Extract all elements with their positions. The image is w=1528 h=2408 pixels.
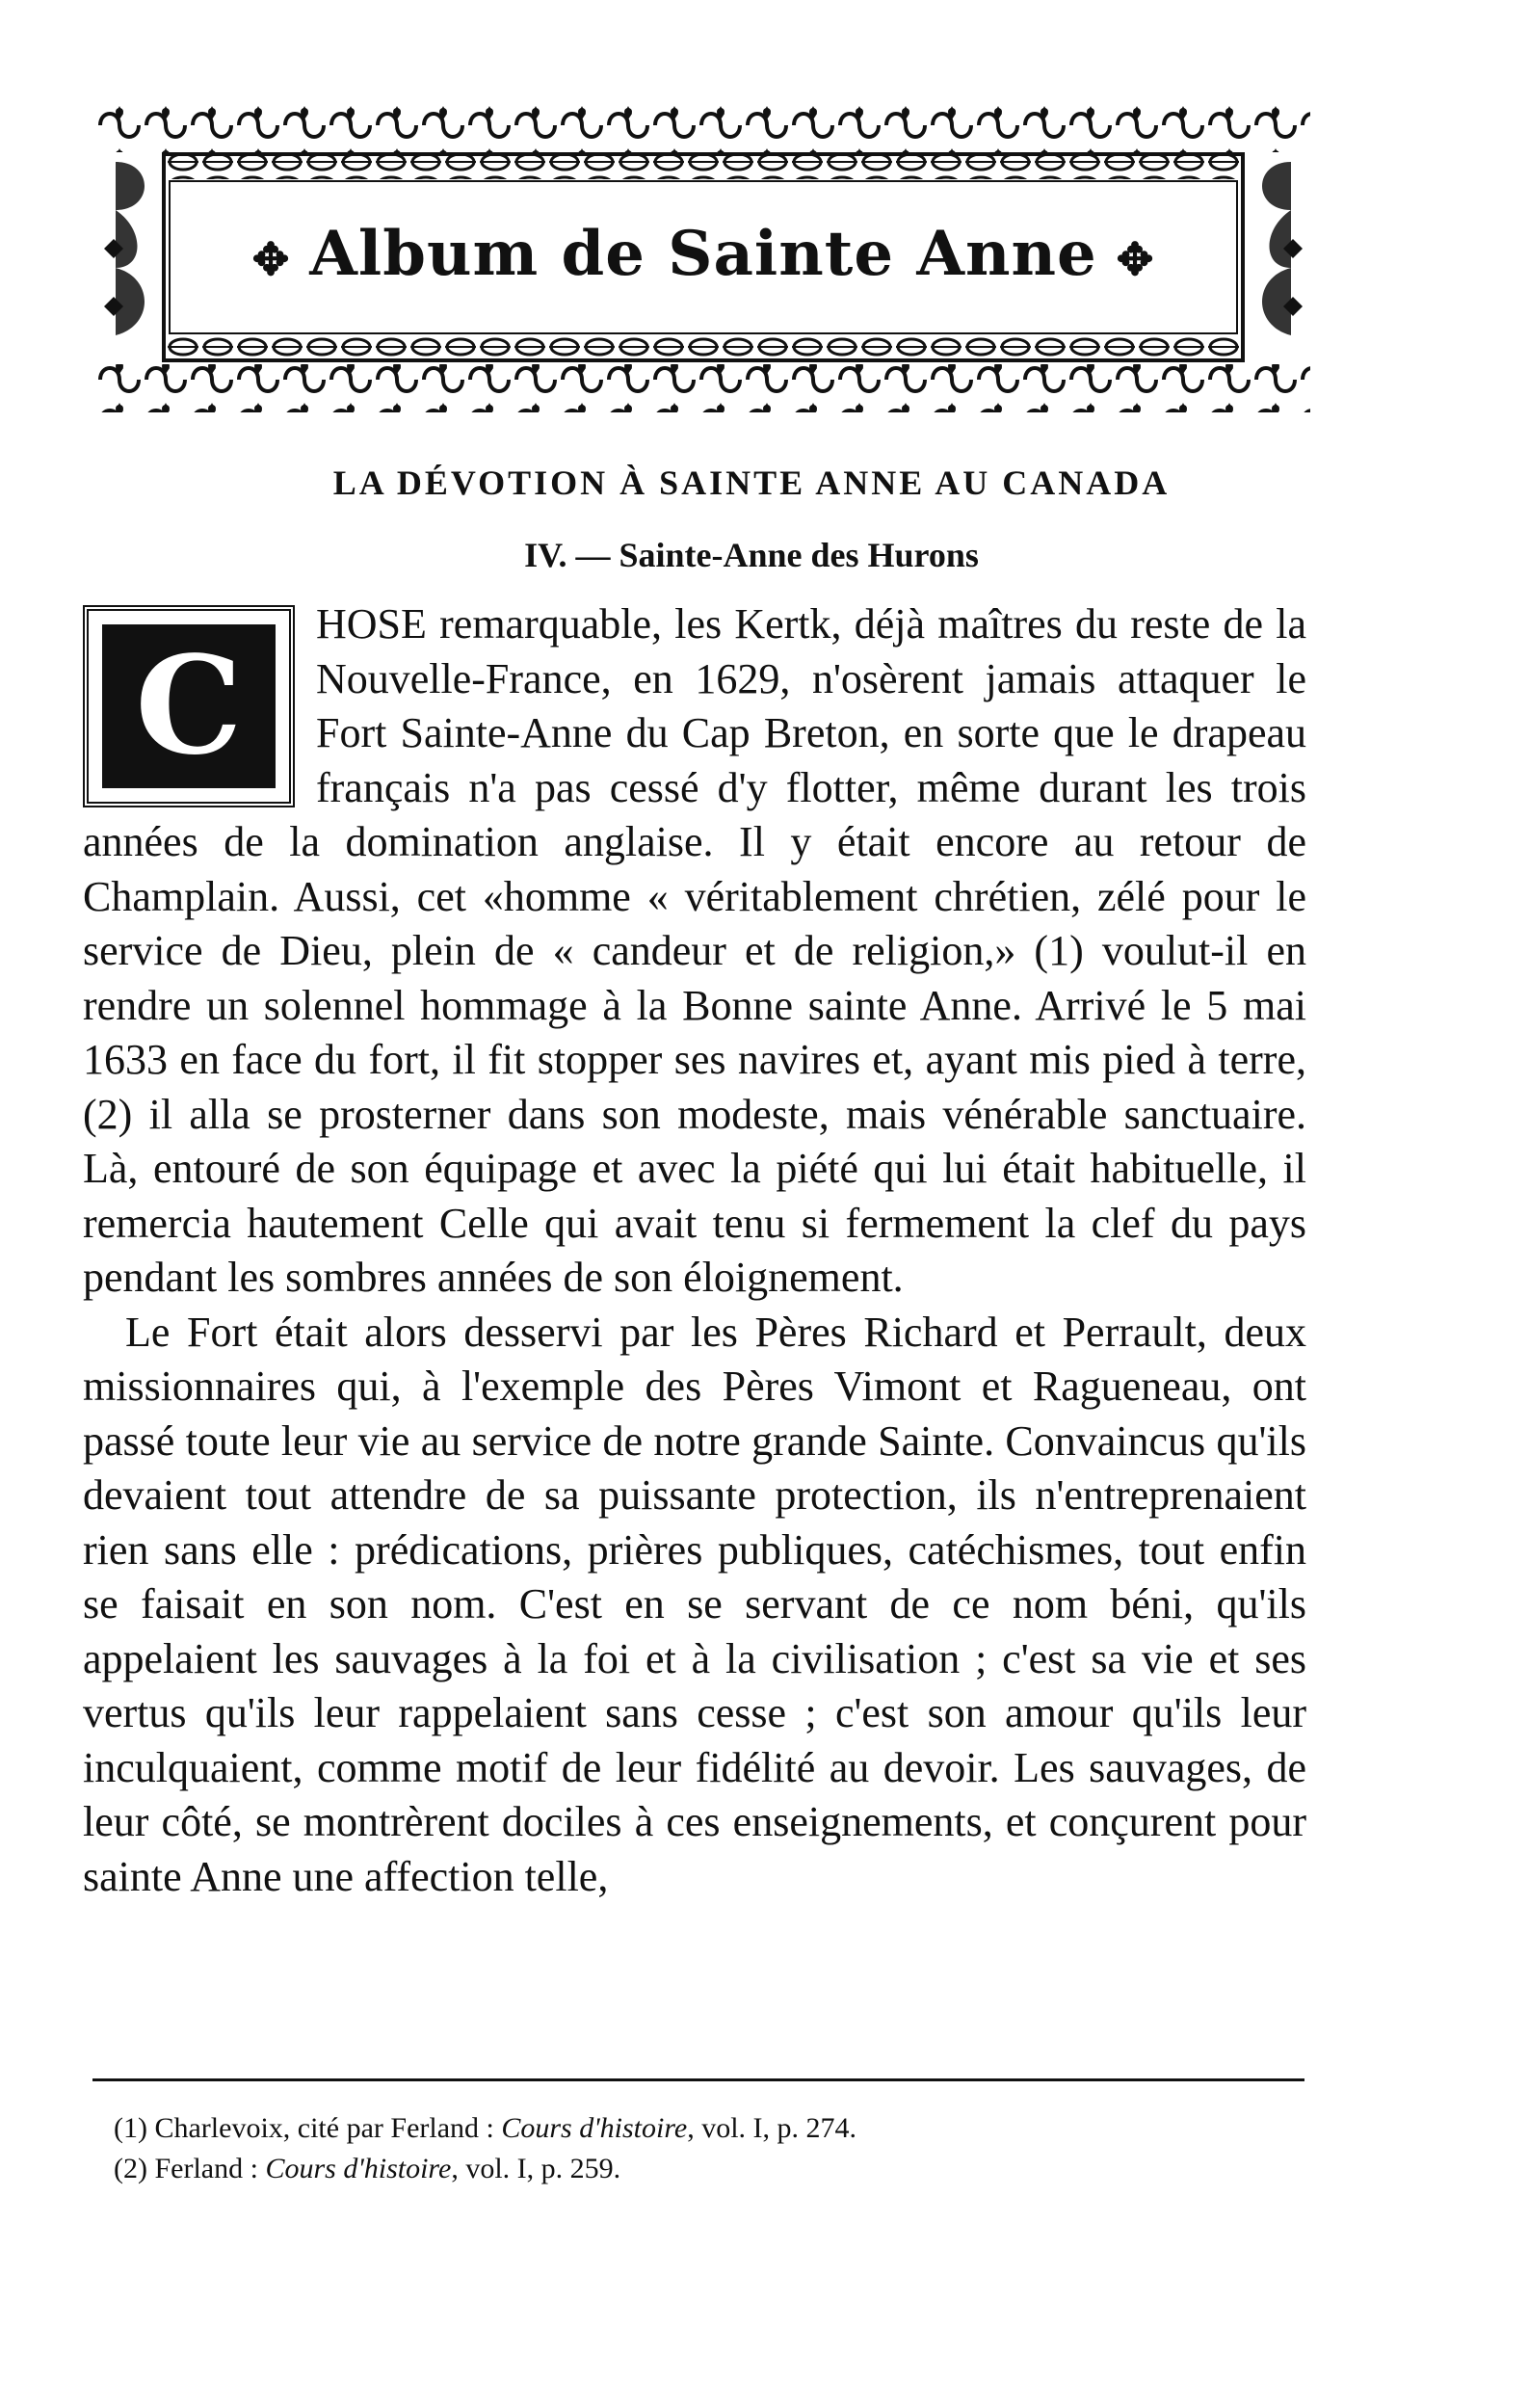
paragraph: Le Fort était alors desservi par les Pères Richard et Perrault, deux missionnaires qui, à l'exemple des Pères Vimont et Ragueneau, ont passé toute leur vie au service de notre grande Sainte. Convaincus qu'ils devaient tout attendre de sa puissante protection, ils n'entreprenaient rien sans elle : prédications, prières publiques, catéchismes, tout enfin se faisait en son nom. C'est en se servant de ce nom béni, qu'ils appelaient les sauvages à la foi et à la civilisation ; c'est sa vie et ses vertus qu'ils leur rappelaient sans cesse ; c'est son amour qu'ils leur inculquaient, comme motif de leur fidélité au devoir. Les sauvages, de leur côté, se montrèrent dociles à ces enseignements, et conçurent pour sainte Anne une affection telle, [83, 1308, 1306, 1900]
right-flourish-icon: ✥ [1116, 232, 1155, 285]
drop-cap-ornament-icon [102, 624, 276, 788]
footnote: (1) Charlevoix, cité par Ferland : Cours d'histoire, vol. I, p. 274. [114, 2112, 857, 2144]
drop-cap-letter: C [135, 627, 243, 785]
article-title: LA DÉVOTION À SAINTE ANNE AU CANADA [332, 463, 1171, 502]
paragraph-text: remarquable, les Kertk, déjà maîtres du reste de la Nouvelle-France, en 1629, n'osèrent jamais attaquer le Fort Sainte-Anne du Cap Breton, en sorte que le drapeau français n'a pas cessé d'y flotter, même durant les trois années de la domination anglaise. Il y était encore au retour de Champlain. Aussi, cet «homme « véritablement chrétien, zélé pour le service de Dieu, plein de « candeur et de religion,» (1) voulut-il en rendre un solennel hommage à la Bonne sainte Anne. Arrivé le 5 mai 1633 en face du fort, il fit stopper ses navires et, ayant mis pied à terre, (2) il alla se prosterner dans son modeste, mais vénérable sanctuaire. Là, entouré de son équipage et avec la piété qui lui était habituelle, il remercia hautement Celle qui avait tenu si fermement la clef du pays pendant les sombres années de son éloignement. [83, 600, 1306, 1301]
drop-cap [83, 605, 295, 807]
footnotes [114, 2108, 1270, 2189]
footnote: (2) Ferland : Cours d'histoire, vol. I, p. 259. [114, 2153, 621, 2184]
album-title: ✥ Album de Sainte Anne ✥ [96, 218, 1310, 290]
left-flourish-icon: ✥ [251, 232, 291, 285]
first-word-rest: HOSE [316, 600, 427, 648]
article-subtitle: IV. — Sainte-Anne des Hurons [524, 536, 979, 574]
footnote-divider [92, 2078, 1304, 2081]
article-body [83, 597, 1306, 1904]
ornamental-header [96, 104, 1310, 432]
